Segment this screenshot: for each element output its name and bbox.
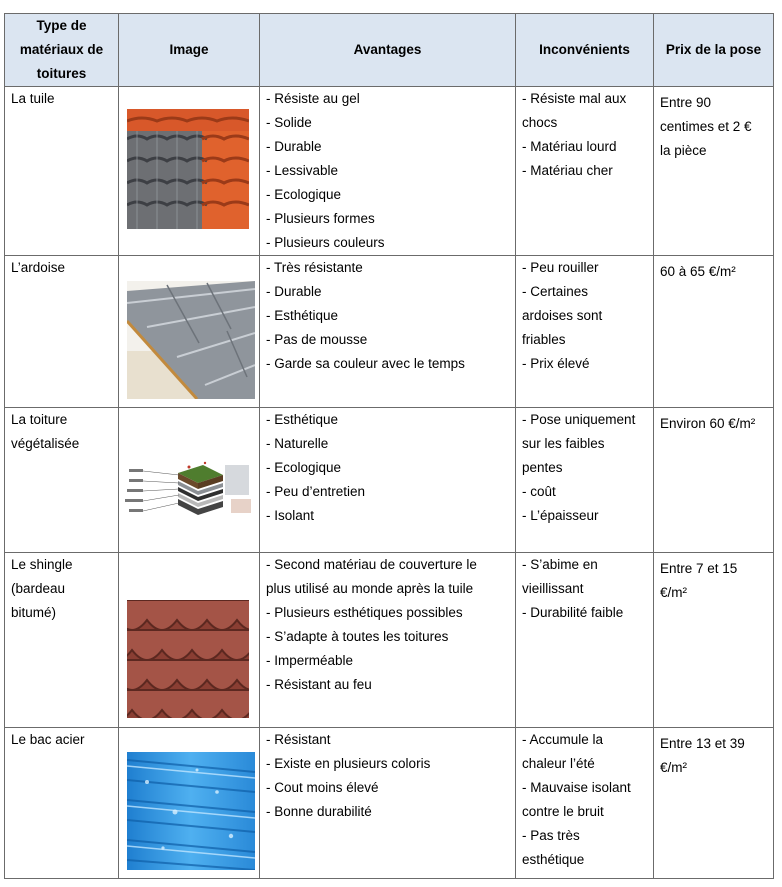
shingle-image — [127, 600, 249, 718]
steel-sheet-image — [127, 752, 255, 870]
cell-prix: Entre 90 centimes et 2 € la pièce — [654, 87, 774, 256]
cell-inconvenients: - Résiste mal aux chocs - Matériau lourd - Matériau cher — [516, 87, 654, 256]
cell-prix: Environ 60 €/m² — [654, 408, 774, 553]
cell-avantages: - Résiste au gel - Solide - Durable - Lessivable - Ecologique - Plusieurs formes - Plusieurs couleurs — [260, 87, 516, 256]
cell-type: La toiture végétalisée — [5, 408, 119, 553]
cell-image — [119, 408, 260, 553]
cell-image — [119, 256, 260, 408]
header-avantages: Avantages — [260, 14, 516, 87]
cell-inconvenients: - Pose uniquement sur les faibles pentes - coût - L’épaisseur — [516, 408, 654, 553]
roof-tile-image — [127, 109, 249, 229]
cell-inconvenients: - S’abime en vieillissant - Durabilité faible — [516, 553, 654, 728]
cell-type: Le bac acier — [5, 728, 119, 879]
cell-avantages: - Très résistante - Durable - Esthétique - Pas de mousse - Garde sa couleur avec le temps — [260, 256, 516, 408]
cell-avantages: - Résistant - Existe en plusieurs coloris - Cout moins élevé - Bonne durabilité — [260, 728, 516, 879]
roofing-materials-table — [4, 13, 774, 879]
header-image: Image — [119, 14, 260, 87]
header-type: Type de matériaux de toitures — [5, 14, 119, 87]
table-row — [5, 256, 774, 408]
slate-image — [127, 281, 255, 399]
cell-prix: Entre 13 et 39 €/m² — [654, 728, 774, 879]
table-row — [5, 408, 774, 553]
cell-avantages: - Second matériau de couverture le plus utilisé au monde après la tuile - Plusieurs esthétiques possibles - S’adapte à toutes les toitures - Imperméable - Résistant au feu — [260, 553, 516, 728]
table-row — [5, 87, 774, 256]
header-row — [5, 14, 774, 87]
cell-prix: 60 à 65 €/m² — [654, 256, 774, 408]
cell-type: L’ardoise — [5, 256, 119, 408]
cell-image — [119, 728, 260, 879]
table-row — [5, 728, 774, 879]
cell-type: Le shingle (bardeau bitumé) — [5, 553, 119, 728]
cell-image — [119, 87, 260, 256]
cell-prix: Entre 7 et 15 €/m² — [654, 553, 774, 728]
table-row — [5, 553, 774, 728]
cell-avantages: - Esthétique - Naturelle - Ecologique - Peu d’entretien - Isolant — [260, 408, 516, 553]
header-prix: Prix de la pose — [654, 14, 774, 87]
cell-type: La tuile — [5, 87, 119, 256]
header-inconvenients: Inconvénients — [516, 14, 654, 87]
green-roof-layers-image — [123, 453, 253, 533]
cell-image — [119, 553, 260, 728]
cell-inconvenients: - Accumule la chaleur l’été - Mauvaise isolant contre le bruit - Pas très esthétique — [516, 728, 654, 879]
cell-inconvenients: - Peu rouiller - Certaines ardoises sont friables - Prix élevé — [516, 256, 654, 408]
